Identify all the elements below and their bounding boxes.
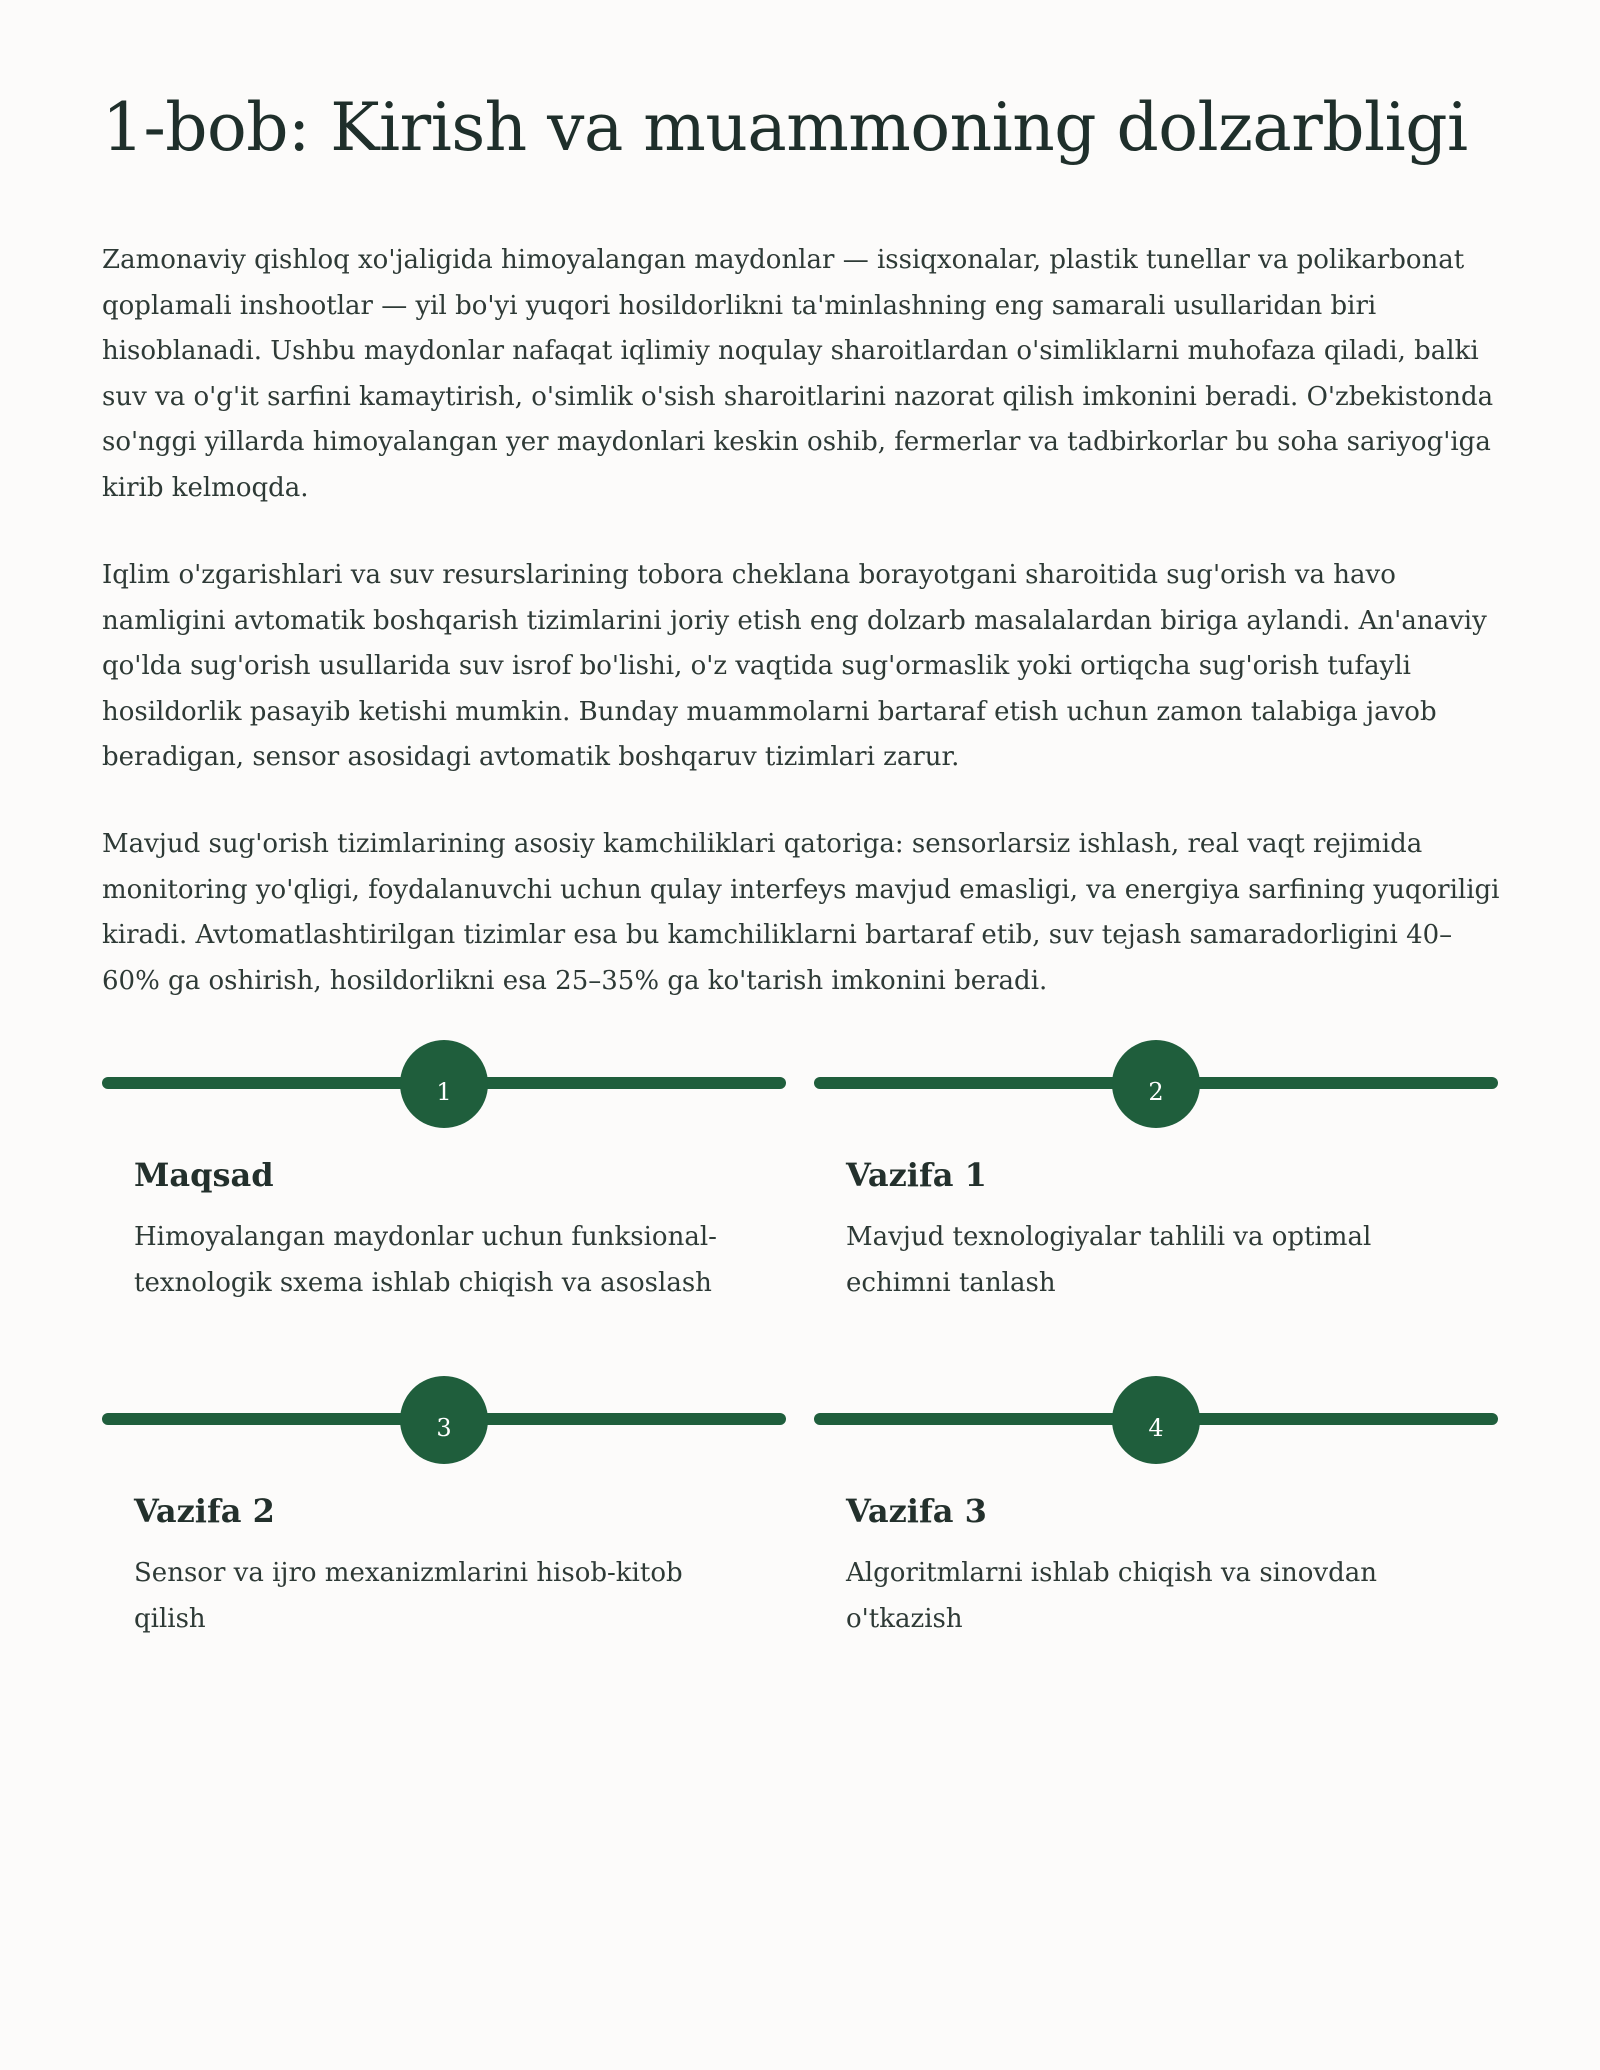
goal-card-text: Himoyalangan maydonlar uchun funksional-texnologik sxema ishlab chiqish va asoslash [134,1222,717,1298]
chapter-title: 1-bob: Kirish va muammoning dolzarbligi [102,89,1468,166]
goal-card-vazifa-1 [814,1036,1498,1356]
intro-paragraph-3: Mavjud sug'orish tizimlarining asosiy kamchiliklari qatoriga: sensorlarsiz ishlash, real vaqt rejimida monitoring yo'qligi, foydalanuvchi uchun qulay interfeys mavjud emasligi, va energiya sarfining yuqoriligi kiradi. Avtomatlashtirilgan tizimlar esa bu kamchiliklarni bartaraf etib, suv tejash samaradorligini 40–60% ga oshirish, hosildorlikni esa 25–35% ga ko'tarish imkonini beradi. [102,829,1500,996]
goal-card-vazifa-2 [102,1372,786,1692]
intro-paragraph-1: Zamonaviy qishloq xo'jaligida himoyalangan maydonlar — issiqxonalar, plastik tunellar va polikarbonat qoplamali inshootlar — yil bo'yi yuqori hosildorlikni ta'minlashning eng samarali usullaridan biri hisoblanadi. Ushbu maydonlar nafaqat iqlimiy noqulay sharoitlardan o'simliklarni muhofaza qiladi, balki suv va o'g'it sarfini kamaytirish, o'simlik o'sish sharoitlarini nazorat qilish imkonini beradi. O'zbekistonda so'nggi yillarda himoyalangan yer maydonlari keskin oshib, fermerlar va tadbirkorlar bu soha sariyog'iga kirib kelmoqda. [102,245,1494,503]
goal-card-title: Vazifa 2 [134,1492,275,1530]
step-number-badge: 3 [400,1376,488,1464]
intro-paragraph-2: Iqlim o'zgarishlari va suv resurslarining tobora cheklana borayotgani sharoitida sug'orish va havo namligini avtomatik boshqarish tizimlarini joriy etish eng dolzarb masalalardan biriga aylandi. An'anaviy qo'lda sug'orish usullarida suv isrof bo'lishi, o'z vaqtida sug'ormaslik yoki ortiqcha sug'orish tufayli hosildorlik pasayib ketishi mumkin. Bunday muammolarni bartaraf etish uchun zamon talabiga javob beradigan, sensor asosidagi avtomatik boshqaruv tizimlari zarur. [102,560,1487,772]
goal-card-title: Vazifa 3 [846,1492,987,1530]
goal-card-maqsad [102,1036,786,1356]
step-number-badge: 2 [1112,1040,1200,1128]
goal-card-vazifa-3 [814,1372,1498,1692]
goal-card-text: Algoritmlarni ishlab chiqish va sinovdan o'tkazish [846,1558,1377,1634]
goal-card-text: Mavjud texnologiyalar tahlili va optimal echimni tanlash [846,1222,1372,1298]
step-number-badge: 1 [400,1040,488,1128]
goal-card-title: Maqsad [134,1156,274,1194]
goal-card-title: Vazifa 1 [846,1156,987,1194]
goal-card-text: Sensor va ijro mexanizmlarini hisob-kitob qilish [134,1558,683,1634]
step-number-badge: 4 [1112,1376,1200,1464]
